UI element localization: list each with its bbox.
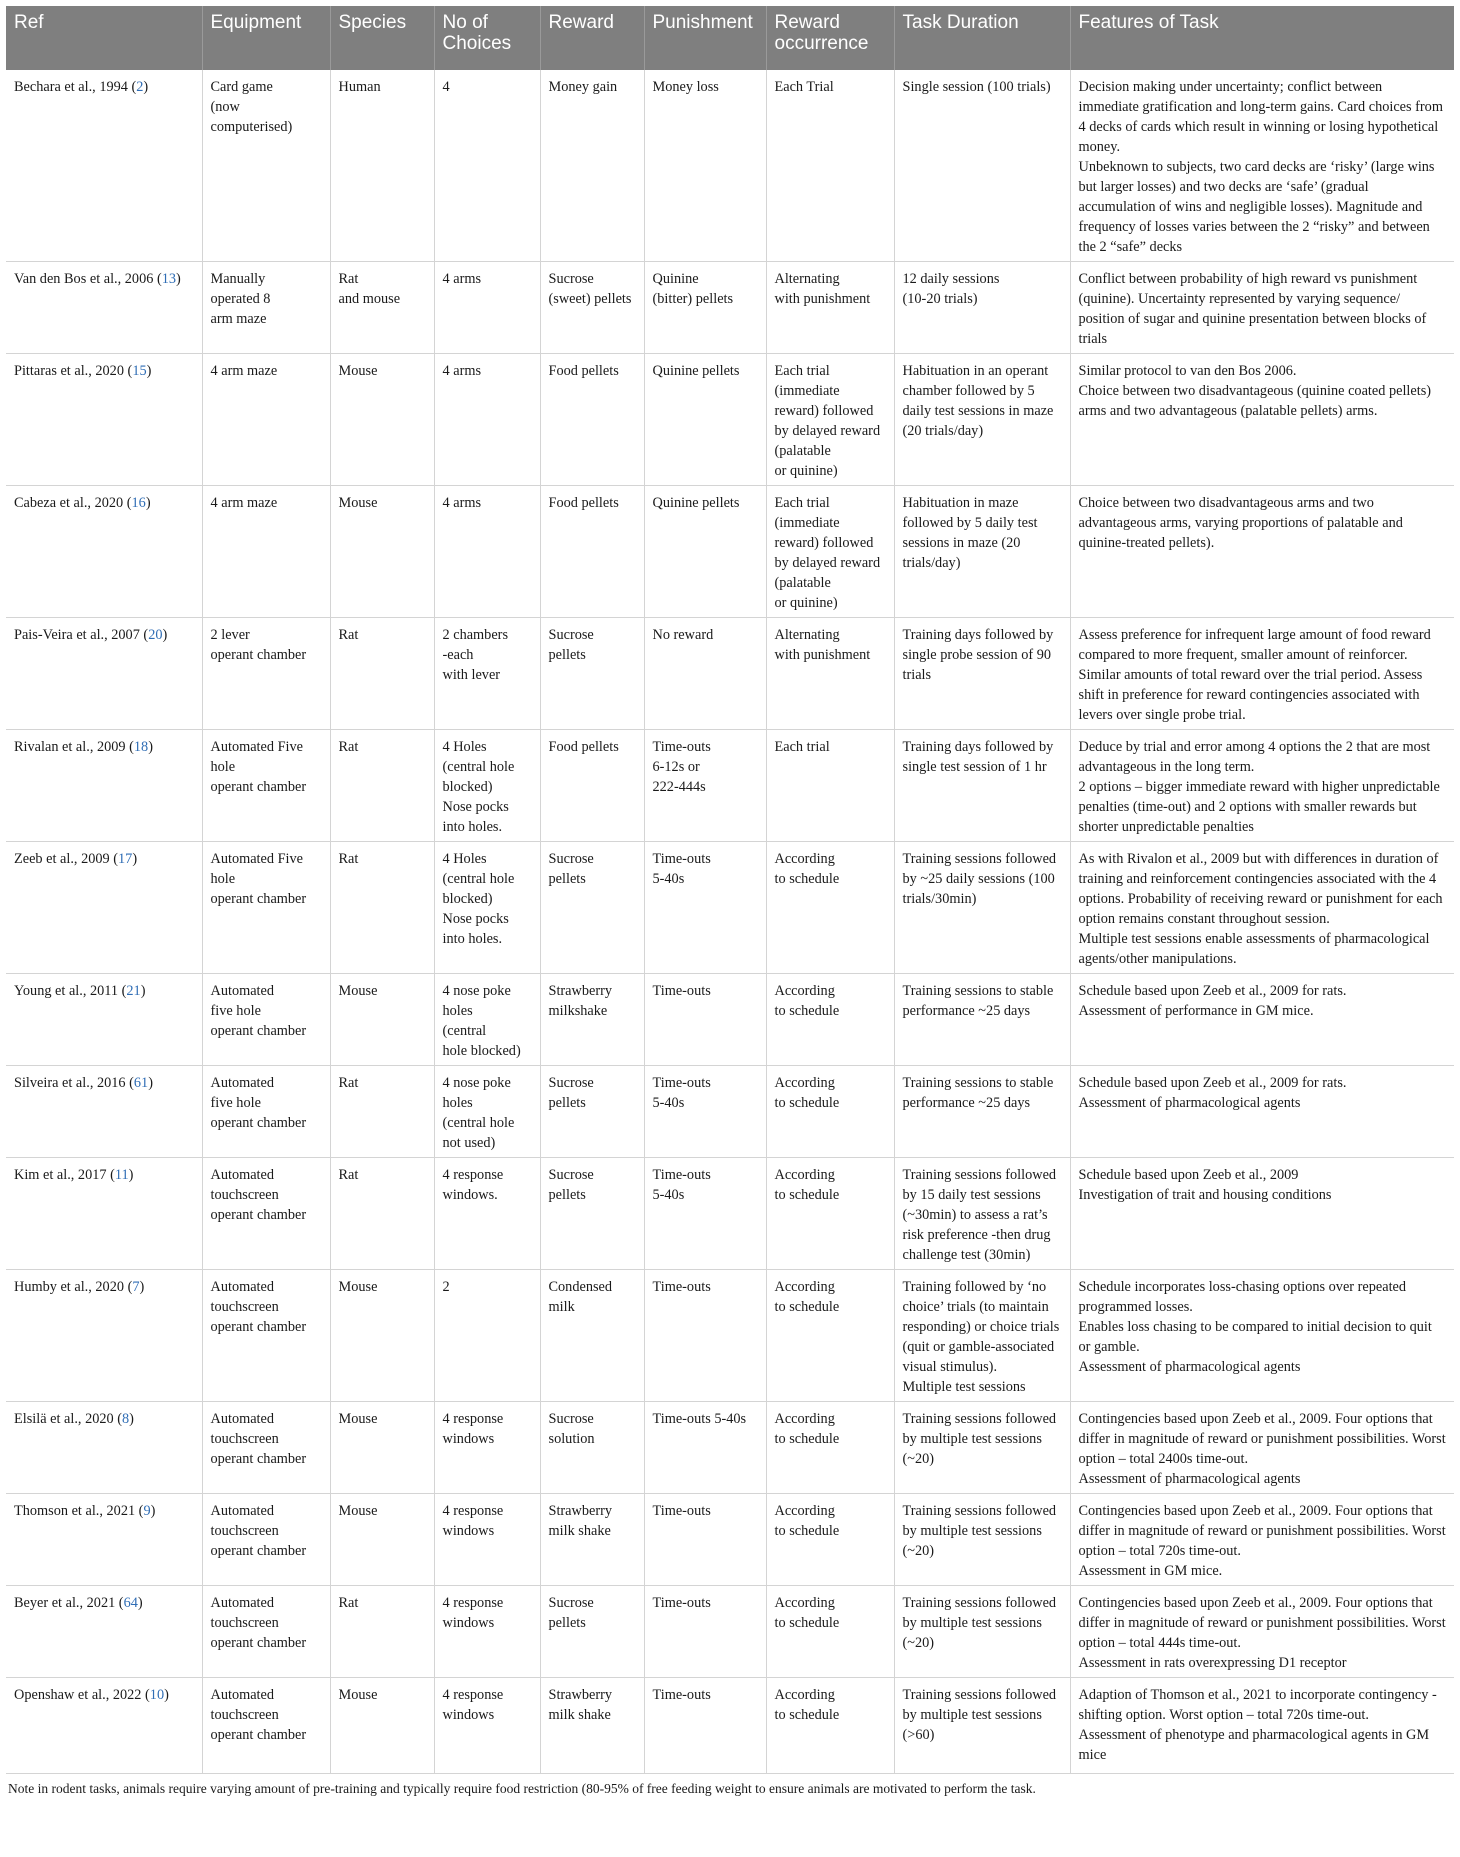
- cell-no-of-choices: 4 response windows: [434, 1402, 540, 1494]
- header-species: Species: [330, 6, 434, 70]
- ref-close: ): [162, 627, 168, 643]
- header-reward: Reward: [540, 6, 644, 70]
- cell-ref: [6, 1402, 202, 1494]
- cell-reward: Sucrose solution: [540, 1402, 644, 1494]
- cell-no-of-choices: 4 Holes (central hole blocked) Nose pocks into holes.: [434, 730, 540, 842]
- ref-text: Thomson et al., 2021 (: [14, 1503, 144, 1519]
- cell-task-duration: Training sessions followed by multiple test sessions (>60): [894, 1678, 1070, 1774]
- cell-reward: Sucrose pellets: [540, 618, 644, 730]
- ref-close: ): [128, 1167, 134, 1183]
- cell-equipment: Automated Five hole operant chamber: [202, 842, 330, 974]
- header-reward-occurrence: Reward occurrence: [766, 6, 894, 70]
- cell-ref: [6, 1494, 202, 1586]
- cell-task-duration: Training sessions followed by multiple test sessions (~20): [894, 1586, 1070, 1678]
- cell-reward: Sucrose pellets: [540, 1158, 644, 1270]
- ref-close: ): [132, 851, 138, 867]
- ref-text: Van den Bos et al., 2006 (: [14, 271, 162, 287]
- header-task-duration: Task Duration: [894, 6, 1070, 70]
- table-row: [6, 1066, 1454, 1158]
- cell-species: Rat: [330, 1158, 434, 1270]
- cell-task-duration: Training sessions followed by 15 daily test sessions (~30min) to assess a rat’s risk preference -then drug challenge test (30min): [894, 1158, 1070, 1270]
- cell-features-of-task: Similar protocol to van den Bos 2006. Choice between two disadvantageous (quinine coated pellets) arms and two advantageous (palatable pellets) arms.: [1070, 354, 1454, 486]
- citation-link[interactable]: 13: [161, 271, 177, 287]
- data-table: [6, 6, 1454, 1774]
- citation-link[interactable]: 18: [133, 739, 149, 755]
- ref-close: ): [148, 739, 153, 755]
- ref-text: Bechara et al., 1994 (: [14, 79, 137, 95]
- table-row: [6, 730, 1454, 842]
- ref-text: Pittaras et al., 2020 (: [14, 363, 133, 379]
- ref-text: Humby et al., 2020 (: [14, 1279, 133, 1295]
- ref-text: Beyer et al., 2021 (: [14, 1595, 124, 1611]
- cell-features-of-task: Schedule based upon Zeeb et al., 2009 Investigation of trait and housing conditions: [1070, 1158, 1454, 1270]
- cell-reward: Strawberry milkshake: [540, 974, 644, 1066]
- cell-no-of-choices: 4 response windows: [434, 1678, 540, 1774]
- cell-species: Mouse: [330, 1402, 434, 1494]
- cell-punishment: Time-outs 5-40s: [644, 1158, 766, 1270]
- cell-reward: Sucrose (sweet) pellets: [540, 262, 644, 354]
- cell-task-duration: Training sessions followed by multiple test sessions (~20): [894, 1494, 1070, 1586]
- citation-link[interactable]: 15: [132, 363, 147, 379]
- citation-link[interactable]: 10: [149, 1687, 165, 1703]
- table-row: [6, 1494, 1454, 1586]
- cell-punishment: Time-outs: [644, 1494, 766, 1586]
- cell-ref: [6, 354, 202, 486]
- cell-no-of-choices: 4 arms: [434, 262, 540, 354]
- cell-punishment: Time-outs 5-40s: [644, 1066, 766, 1158]
- citation-link[interactable]: 2: [136, 79, 144, 95]
- ref-close: ): [137, 1595, 143, 1611]
- cell-punishment: Time-outs 6-12s or 222-444s: [644, 730, 766, 842]
- cell-reward: Sucrose pellets: [540, 1066, 644, 1158]
- cell-features-of-task: As with Rivalon et al., 2009 but with differences in duration of training and reinforcement contingencies associated with the 4 options. Probability of receiving reward or punishment for each option remains constant throughout session. Multiple test sessions enable assessments of pharmacological agents/other manipulations.: [1070, 842, 1454, 974]
- ref-text: Silveira et al., 2016 (: [14, 1075, 134, 1091]
- cell-reward-occurrence: According to schedule: [766, 1586, 894, 1678]
- cell-reward-occurrence: According to schedule: [766, 1066, 894, 1158]
- cell-no-of-choices: 4 response windows.: [434, 1158, 540, 1270]
- ref-close: ): [150, 1503, 156, 1519]
- header-punishment: Punishment: [644, 6, 766, 70]
- cell-task-duration: Training days followed by single probe session of 90 trials: [894, 618, 1070, 730]
- cell-ref: [6, 1270, 202, 1402]
- citation-link[interactable]: 8: [122, 1411, 130, 1427]
- ref-text: Young et al., 2011 (: [14, 983, 127, 999]
- header-equipment: Equipment: [202, 6, 330, 70]
- cell-equipment: Automated five hole operant chamber: [202, 1066, 330, 1158]
- ref-close: ): [176, 271, 181, 287]
- cell-no-of-choices: 4 arms: [434, 354, 540, 486]
- cell-equipment: Automated Five hole operant chamber: [202, 730, 330, 842]
- cell-task-duration: Habituation in maze followed by 5 daily test sessions in maze (20 trials/day): [894, 486, 1070, 618]
- table-row: [6, 618, 1454, 730]
- cell-task-duration: Habituation in an operant chamber followed by 5 daily test sessions in maze (20 trials/day): [894, 354, 1070, 486]
- cell-no-of-choices: 4 nose poke holes (central hole blocked): [434, 974, 540, 1066]
- cell-species: Mouse: [330, 974, 434, 1066]
- cell-punishment: Money loss: [644, 70, 766, 262]
- cell-ref: [6, 1158, 202, 1270]
- cell-features-of-task: Schedule based upon Zeeb et al., 2009 for rats. Assessment of pharmacological agents: [1070, 1066, 1454, 1158]
- cell-ref: [6, 1066, 202, 1158]
- citation-link[interactable]: 20: [148, 627, 163, 643]
- cell-species: Mouse: [330, 486, 434, 618]
- ref-close: ): [164, 1687, 169, 1703]
- cell-reward: Strawberry milk shake: [540, 1678, 644, 1774]
- ref-close: ): [129, 1411, 134, 1427]
- table-row: [6, 486, 1454, 618]
- citation-link[interactable]: 7: [132, 1279, 140, 1295]
- cell-no-of-choices: 2 chambers -each with lever: [434, 618, 540, 730]
- cell-ref: [6, 70, 202, 262]
- cell-features-of-task: Adaption of Thomson et al., 2021 to incorporate contingency -shifting option. Worst option – total 720s time-out. Assessment of phenotype and pharmacological agents in GM mice: [1070, 1678, 1454, 1774]
- cell-species: Rat: [330, 730, 434, 842]
- citation-link[interactable]: 9: [143, 1503, 151, 1519]
- cell-equipment: Automated touchscreen operant chamber: [202, 1678, 330, 1774]
- cell-ref: [6, 486, 202, 618]
- cell-features-of-task: Deduce by trial and error among 4 options the 2 that are most advantageous in the long term. 2 options – bigger immediate reward with higher unpredictable penalties (time-out) and 2 options with smaller rewards but shorter unpredictable penalties: [1070, 730, 1454, 842]
- header-features-of-task: Features of Task: [1070, 6, 1454, 70]
- cell-equipment: 4 arm maze: [202, 354, 330, 486]
- cell-equipment: Automated touchscreen operant chamber: [202, 1158, 330, 1270]
- cell-reward: Sucrose pellets: [540, 1586, 644, 1678]
- cell-species: Mouse: [330, 1270, 434, 1402]
- ref-text: Pais-Veira et al., 2007 (: [14, 627, 149, 643]
- cell-reward-occurrence: According to schedule: [766, 842, 894, 974]
- cell-reward: Food pellets: [540, 730, 644, 842]
- cell-ref: [6, 842, 202, 974]
- cell-equipment: Automated five hole operant chamber: [202, 974, 330, 1066]
- citation-link[interactable]: 61: [133, 1075, 149, 1091]
- ref-close: ): [148, 1075, 153, 1091]
- cell-features-of-task: Schedule incorporates loss-chasing options over repeated programmed losses. Enables loss chasing to be compared to initial decision to quit or gamble. Assessment of pharmacological agents: [1070, 1270, 1454, 1402]
- citation-link[interactable]: 11: [114, 1167, 129, 1183]
- ref-text: Kim et al., 2017 (: [14, 1167, 115, 1183]
- cell-punishment: Time-outs: [644, 974, 766, 1066]
- cell-task-duration: Training sessions followed by ~25 daily sessions (100 trials/30min): [894, 842, 1070, 974]
- header-ref: Ref: [6, 6, 202, 70]
- cell-features-of-task: Conflict between probability of high reward vs punishment (quinine). Uncertainty represented by varying sequence/ position of sugar and quinine presentation between blocks of trials: [1070, 262, 1454, 354]
- cell-equipment: 2 lever operant chamber: [202, 618, 330, 730]
- cell-ref: [6, 618, 202, 730]
- cell-species: Mouse: [330, 1494, 434, 1586]
- ref-text: Elsilä et al., 2020 (: [14, 1411, 122, 1427]
- cell-equipment: Automated touchscreen operant chamber: [202, 1402, 330, 1494]
- table-row: [6, 262, 1454, 354]
- cell-reward: Food pellets: [540, 486, 644, 618]
- table-row: [6, 974, 1454, 1066]
- cell-features-of-task: Assess preference for infrequent large amount of food reward compared to more frequent, smaller amount of reinforcer. Similar amounts of total reward over the trial period. Assess shift in preference for reward contingencies associated with levers over single probe trial.: [1070, 618, 1454, 730]
- cell-species: Mouse: [330, 354, 434, 486]
- cell-task-duration: Single session (100 trials): [894, 70, 1070, 262]
- cell-species: Rat: [330, 842, 434, 974]
- citation-link[interactable]: 17: [118, 851, 133, 867]
- citation-link[interactable]: 64: [123, 1595, 138, 1611]
- cell-reward: Condensed milk: [540, 1270, 644, 1402]
- cell-task-duration: Training followed by ‘no choice’ trials (to maintain responding) or choice trials (quit or gamble-associated visual stimulus). Multiple test sessions: [894, 1270, 1070, 1402]
- cell-punishment: Quinine pellets: [644, 354, 766, 486]
- cell-ref: [6, 262, 202, 354]
- cell-species: Rat: [330, 1586, 434, 1678]
- ref-close: ): [146, 363, 152, 379]
- cell-ref: [6, 1586, 202, 1678]
- cell-features-of-task: Contingencies based upon Zeeb et al., 2009. Four options that differ in magnitude of reward or punishment possibilities. Worst option – total 2400s time-out. Assessment of pharmacological agents: [1070, 1402, 1454, 1494]
- cell-reward: Sucrose pellets: [540, 842, 644, 974]
- table-row: [6, 1586, 1454, 1678]
- cell-species: Rat and mouse: [330, 262, 434, 354]
- cell-reward: Food pellets: [540, 354, 644, 486]
- cell-reward-occurrence: Each trial (immediate reward) followed by delayed reward (palatable or quinine): [766, 354, 894, 486]
- cell-task-duration: Training sessions to stable performance ~25 days: [894, 974, 1070, 1066]
- cell-task-duration: Training sessions to stable performance ~25 days: [894, 1066, 1070, 1158]
- cell-features-of-task: Contingencies based upon Zeeb et al., 2009. Four options that differ in magnitude of reward or punishment possibilities. Worst option – total 720s time-out. Assessment in GM mice.: [1070, 1494, 1454, 1586]
- table-row: [6, 70, 1454, 262]
- cell-reward-occurrence: According to schedule: [766, 1494, 894, 1586]
- cell-species: Human: [330, 70, 434, 262]
- table-body: [6, 70, 1454, 1774]
- cell-ref: [6, 1678, 202, 1774]
- cell-features-of-task: Schedule based upon Zeeb et al., 2009 for rats. Assessment of performance in GM mice.: [1070, 974, 1454, 1066]
- cell-features-of-task: Contingencies based upon Zeeb et al., 2009. Four options that differ in magnitude of reward or punishment possibilities. Worst option – total 444s time-out. Assessment in rats overexpressing D1 receptor: [1070, 1586, 1454, 1678]
- cell-equipment: Automated touchscreen operant chamber: [202, 1270, 330, 1402]
- cell-reward-occurrence: According to schedule: [766, 974, 894, 1066]
- cell-reward-occurrence: According to schedule: [766, 1678, 894, 1774]
- cell-species: Mouse: [330, 1678, 434, 1774]
- cell-species: Rat: [330, 618, 434, 730]
- cell-features-of-task: Decision making under uncertainty; conflict between immediate gratification and long-term gains. Card choices from 4 decks of cards which result in winning or losing hypothetical money. Unbeknown to subjects, two card decks are ‘risky’ (large wins but larger losses) and two decks are ‘safe’ (gradual accumulation of wins and negligible losses). Magnitude and frequency of losses varies between the 2 “risky” and between the 2 “safe” decks: [1070, 70, 1454, 262]
- cell-punishment: No reward: [644, 618, 766, 730]
- ref-text: Cabeza et al., 2020 (: [14, 495, 132, 511]
- ref-text: Rivalan et al., 2009 (: [14, 739, 134, 755]
- cell-reward: Money gain: [540, 70, 644, 262]
- cell-punishment: Quinine (bitter) pellets: [644, 262, 766, 354]
- cell-reward-occurrence: Alternating with punishment: [766, 262, 894, 354]
- cell-punishment: Time-outs 5-40s: [644, 1402, 766, 1494]
- cell-equipment: Card game (now computerised): [202, 70, 330, 262]
- cell-reward: Strawberry milk shake: [540, 1494, 644, 1586]
- cell-reward-occurrence: According to schedule: [766, 1270, 894, 1402]
- cell-ref: [6, 974, 202, 1066]
- ref-text: Openshaw et al., 2022 (: [14, 1687, 150, 1703]
- cell-reward-occurrence: Each trial (immediate reward) followed by delayed reward (palatable or quinine): [766, 486, 894, 618]
- cell-reward-occurrence: Alternating with punishment: [766, 618, 894, 730]
- cell-no-of-choices: 4 nose poke holes (central hole not used): [434, 1066, 540, 1158]
- cell-punishment: Time-outs: [644, 1678, 766, 1774]
- cell-task-duration: 12 daily sessions (10-20 trials): [894, 262, 1070, 354]
- cell-features-of-task: Choice between two disadvantageous arms and two advantageous arms, varying proportions of palatable and quinine-treated pellets).: [1070, 486, 1454, 618]
- cell-punishment: Time-outs 5-40s: [644, 842, 766, 974]
- table-row: [6, 1402, 1454, 1494]
- cell-reward-occurrence: According to schedule: [766, 1158, 894, 1270]
- cell-task-duration: Training sessions followed by multiple test sessions (~20): [894, 1402, 1070, 1494]
- cell-equipment: Automated touchscreen operant chamber: [202, 1586, 330, 1678]
- table-row: [6, 354, 1454, 486]
- cell-species: Rat: [330, 1066, 434, 1158]
- header-no-of-choices: No of Choices: [434, 6, 540, 70]
- cell-no-of-choices: 2: [434, 1270, 540, 1402]
- table-container: [6, 6, 1454, 1797]
- table-note: Note in rodent tasks, animals require varying amount of pre-training and typically require food restriction (80-95% of free feeding weight to ensure animals are motivated to perform the task.: [8, 1781, 1036, 1796]
- cell-punishment: Time-outs: [644, 1270, 766, 1402]
- ref-text: Zeeb et al., 2009 (: [14, 851, 119, 867]
- cell-no-of-choices: 4 arms: [434, 486, 540, 618]
- table-row: [6, 1678, 1454, 1774]
- table-row: [6, 1270, 1454, 1402]
- cell-reward-occurrence: Each trial: [766, 730, 894, 842]
- citation-link[interactable]: 16: [131, 495, 146, 511]
- cell-ref: [6, 730, 202, 842]
- citation-link[interactable]: 21: [126, 983, 141, 999]
- cell-task-duration: Training days followed by single test session of 1 hr: [894, 730, 1070, 842]
- cell-no-of-choices: 4 response windows: [434, 1586, 540, 1678]
- cell-no-of-choices: 4 response windows: [434, 1494, 540, 1586]
- table-row: [6, 842, 1454, 974]
- ref-close: ): [140, 983, 146, 999]
- cell-punishment: Quinine pellets: [644, 486, 766, 618]
- ref-close: ): [143, 79, 149, 95]
- cell-reward-occurrence: Each Trial: [766, 70, 894, 262]
- header-row: [6, 6, 1454, 70]
- cell-equipment: Automated touchscreen operant chamber: [202, 1494, 330, 1586]
- ref-close: ): [139, 1279, 145, 1295]
- cell-punishment: Time-outs: [644, 1586, 766, 1678]
- ref-close: ): [145, 495, 151, 511]
- cell-equipment: Manually operated 8 arm maze: [202, 262, 330, 354]
- cell-no-of-choices: 4 Holes (central hole blocked) Nose pocks into holes.: [434, 842, 540, 974]
- cell-no-of-choices: 4: [434, 70, 540, 262]
- cell-equipment: 4 arm maze: [202, 486, 330, 618]
- table-row: [6, 1158, 1454, 1270]
- cell-reward-occurrence: According to schedule: [766, 1402, 894, 1494]
